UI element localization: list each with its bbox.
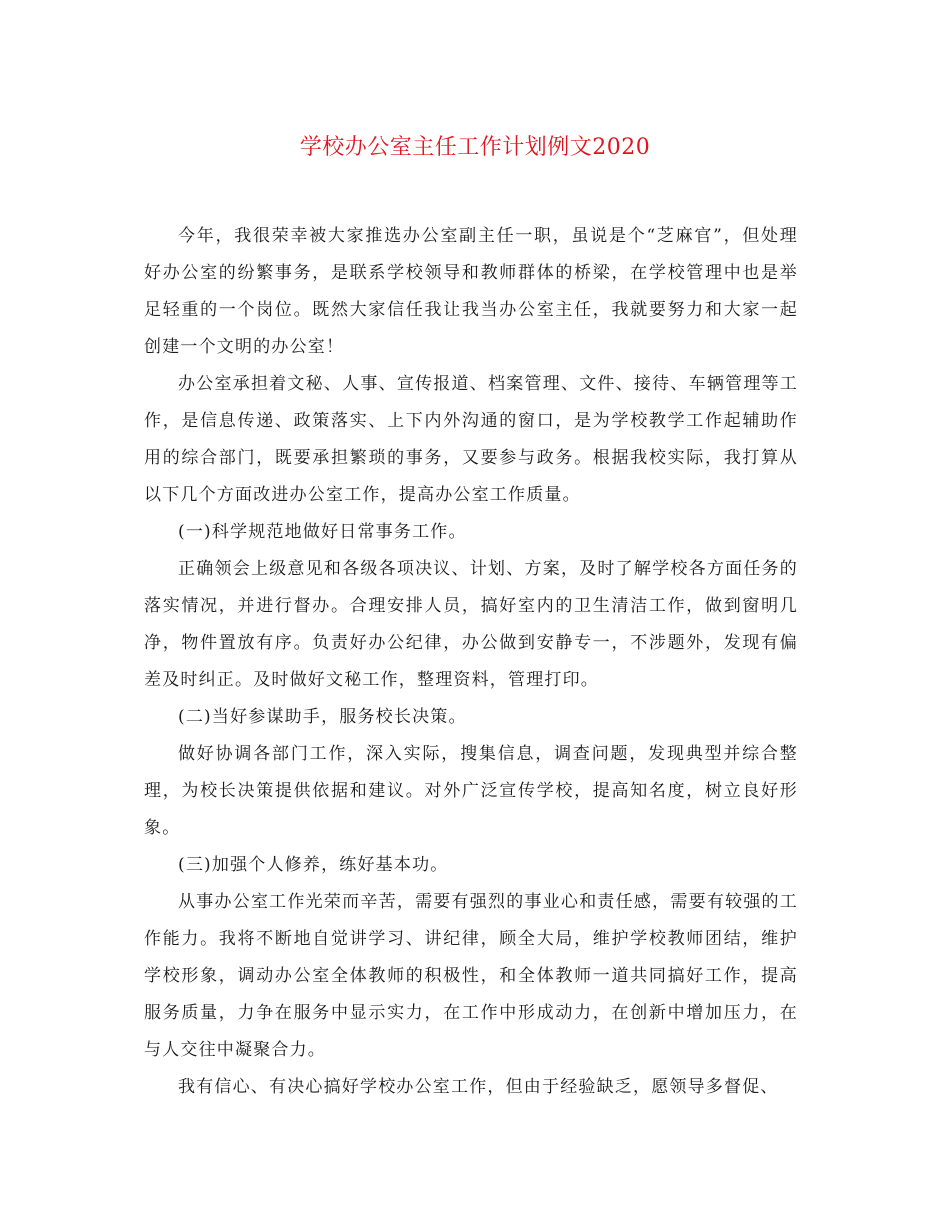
document-body: [144, 218, 798, 1106]
section-heading-2: (二)当好参谋助手，服务校长决策。: [178, 707, 467, 727]
paragraph-office-duties: 办公室承担着文秘、人事、宣传报道、档案管理、文件、接待、车辆管理等工作，是信息传递、政策落实、上下内外沟通的窗口，是为学校教学工作起辅助作用的综合部门，既要承担繁琐的事务，又要参与政务。根据我校实际，我打算从以下几个方面改进办公室工作，提高办公室工作质量。: [144, 374, 798, 505]
section-heading-1: (一)科学规范地做好日常事务工作。: [178, 522, 467, 542]
paragraph-section-2: 做好协调各部门工作，深入实际，搜集信息，调查问题，发现典型并综合整理，为校长决策提供依据和建议。对外广泛宣传学校，提高知名度，树立良好形象。: [144, 744, 798, 838]
section-heading-3: (三)加强个人修养，练好基本功。: [178, 855, 449, 875]
paragraph-closing: 我有信心、有决心搞好学校办公室工作，但由于经验缺乏，愿领导多督促、: [178, 1077, 779, 1097]
paragraph-section-1: 正确领会上级意见和各级各项决议、计划、方案，及时了解学校各方面任务的落实情况，并进行督办。合理安排人员，搞好室内的卫生清洁工作，做到窗明几净，物件置放有序。负责好办公纪律，办公做到安静专一，不涉题外，发现有偏差及时纠正。及时做好文秘工作，整理资料，管理打印。: [144, 559, 798, 690]
paragraph-section-3: 从事办公室工作光荣而辛苦，需要有强烈的事业心和责任感，需要有较强的工作能力。我将不断地自觉讲学习、讲纪律，顾全大局，维护学校教师团结，维护学校形象，调动办公室全体教师的积极性，和全体教师一道共同搞好工作，提高服务质量，力争在服务中显示实力，在工作中形成动力，在创新中增加压力，在与人交往中凝聚合力。: [144, 892, 798, 1060]
paragraph-intro: 今年，我很荣幸被大家推选办公室副主任一职，虽说是个“芝麻官”，但处理好办公室的纷繁事务，是联系学校领导和教师群体的桥梁，在学校管理中也是举足轻重的一个岗位。既然大家信任我让我当办公室主任，我就要努力和大家一起创建一个文明的办公室！: [144, 226, 798, 357]
document-title: 学校办公室主任工作计划例文2020: [299, 135, 651, 160]
